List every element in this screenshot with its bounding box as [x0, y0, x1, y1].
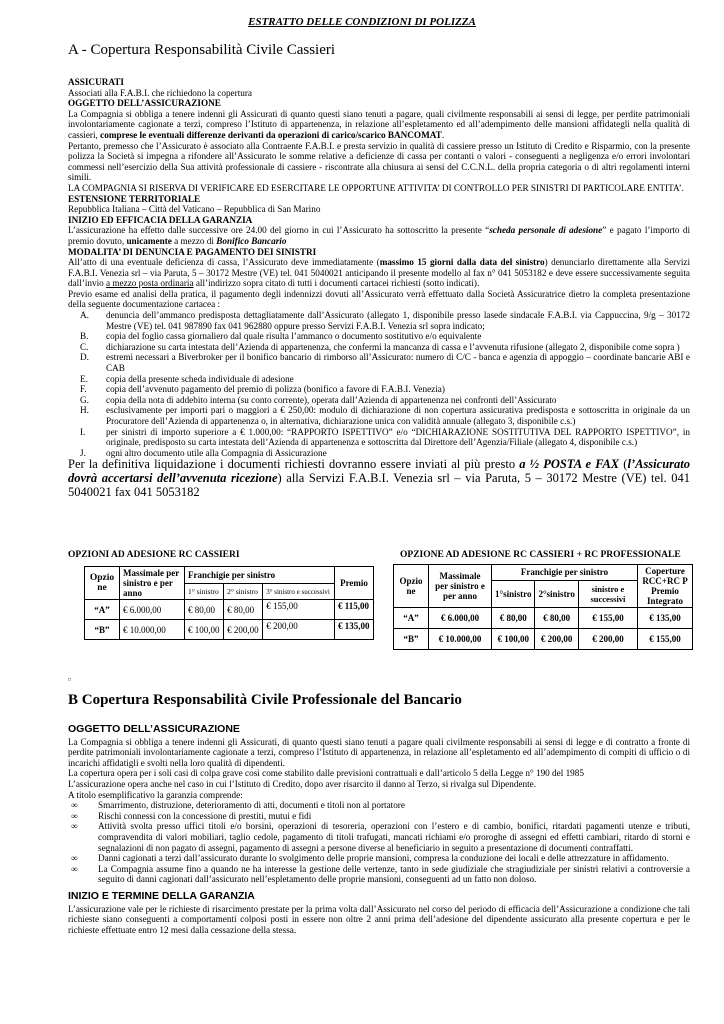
list-text: Danni cagionati a terzi dall’assicurato durante lo svolgimento delle proprie mansioni, compresa la conduzione dei locali e delle attrezzature in affidamento. — [98, 853, 669, 864]
table-cell-mas: € 6.000,00 — [429, 608, 492, 629]
garanzia-list — [68, 800, 690, 885]
list-marker: H. — [80, 405, 89, 416]
list-text: esclusivamente per importi pari o maggiori a € 250,00: modulo di dichiarazione di non copertura assicurativa predisposta e sottoscritta in originale da un Procuratore dell’Azienda di appartenenza o, in alternativa, dichiarazione unica con validità annuale (allegato 3, disponibile c.s.) — [106, 405, 690, 426]
infinity-bullet-icon: ∞ — [71, 821, 78, 832]
section-b-paragraph-1: La Compagnia si obbliga a tenere indenni gli Assicurati, di quanto questi siano tenuti a pagare quali civilmente responsabili ai sensi di legge e di contratto a fronte di perdite patrimoniali involontariamente cagionate a terzi, compreso l’Istituto di appartenenza, in relazione all’espletamento ed all’adempimento di compiti di ufficio o di incarichi affidatigli e svolti nella loro qualità di dipendenti. — [68, 736, 690, 768]
options-left-rows — [85, 600, 374, 640]
list-text: copia della nota di addebito interna (su conto corrente), operata dall’Azienda di appartenenza nei confronti dell’Assicurato — [106, 394, 557, 405]
col-opzione: Opzio ne — [85, 567, 120, 600]
list-marker: D. — [80, 352, 89, 363]
col-f3: sinistro e successivi — [578, 580, 637, 607]
list-item — [68, 384, 690, 395]
col-f1: 1°sinistro — [492, 580, 535, 607]
inizio-heading: INIZIO ED EFFICACIA DELLA GARANZIA — [68, 214, 253, 225]
col-premio: Coperture RCC+RC P Premio Integrato — [638, 565, 693, 608]
infinity-bullet-icon: ∞ — [71, 863, 78, 874]
list-item — [68, 342, 690, 353]
list-item — [68, 811, 690, 822]
final-paren: ( — [619, 457, 628, 472]
col-massimale: Massimale per sinistro e per anno — [429, 565, 492, 608]
list-marker: F. — [80, 384, 87, 395]
section-b-paragraph-5: L’assicurazione vale per le richieste di risarcimento prestate per la prima volta dall’Assicurato nel corso del periodo di efficacia dell’Assicurazione a condizione che tali richieste siano conseguenti a comportamenti colposi posti in essere non oltre 2 anni prima dell’adesione del dipendente assicurato alla presente copertura e per le richieste effettuate entro 12 mesi dalla cessazione della stessa. — [68, 903, 690, 935]
table-cell-f1: € 80,00 — [492, 608, 535, 629]
inizio-scheda: scheda personale di adesione — [489, 225, 603, 236]
inizio-unicamente: unicamente — [126, 235, 172, 246]
section-b-paragraph-4: A titolo esemplificativo la garanzia comprende: — [68, 789, 243, 800]
list-item — [68, 374, 690, 385]
section-b-paragraph-2: La copertura opera per i soli casi di colpa grave così come stabilito dalle previsioni contrattuali e dall’articolo 5 della Legge n° 190 del 1985 — [68, 768, 584, 779]
section-b-body — [68, 722, 690, 935]
list-text: La Compagnia assume fino a quando ne ha interesse la gestione delle vertenze, tanto in sede giudiziale che stragiudiziale per sinistri relativi a controversie a seguito di danni cagionati dall’assicurato nell’espletamento delle proprie mansioni, conseguenti ad un fatto non doloso. — [98, 863, 690, 885]
list-item — [68, 352, 690, 373]
modalita-heading: MODALITA’ DI DENUNCIA E PAGAMENTO DEI SINISTRI — [68, 246, 317, 257]
inizio-b-heading: INIZIO E TERMINE DELLA GARANZIA — [68, 889, 255, 902]
table-cell-pr: € 155,00 — [638, 629, 693, 650]
list-marker: I. — [80, 426, 86, 437]
list-item — [68, 395, 690, 406]
final-paragraph — [68, 458, 690, 499]
assicurati-text: Associati alla F.A.B.I. che richiedono la copertura — [68, 87, 252, 98]
table-cell-mas: € 6.000,00 — [120, 600, 185, 620]
modalita-text: All’atto di una eventuale deficienza di cassa, l’Assicurato deve immediatamente ( — [68, 257, 380, 268]
document-header: ESTRATTO DELLE CONDIZIONI DI POLIZZA — [248, 16, 476, 28]
table-cell-opt: “B” — [85, 620, 120, 640]
table-cell-pr: € 135,00 — [638, 608, 693, 629]
list-item — [68, 427, 690, 448]
list-marker: E. — [80, 373, 88, 384]
list-item — [68, 800, 690, 811]
table-cell-pr: € 135,00 — [335, 620, 374, 640]
table-cell-mas: € 10.000,00 — [120, 620, 185, 640]
options-right-title: OPZIONE AD ADESIONE RC CASSIERI + RC PROFESSIONALE — [400, 550, 681, 560]
table-cell-opt: “B” — [394, 629, 429, 650]
list-marker: A. — [80, 310, 89, 321]
list-text: Attività svolta presso uffici titoli e/o borsini, operazioni di tesoreria, operazioni con l’estero e di cambio, bonifici, ritardati pagamenti utenze e tributi, compravendita di valori mobiliari, taglio cedole, pagamento di titoli trafugati, mancati richiami e/o proroghe di assegni ed effetti cambiari, ritardo di storni e segnalazioni di non pagato di assegni, pagamento di assegni a persone diverse al beneficiario in seguito a presentazione di documenti contraffatti. — [98, 821, 690, 853]
options-right-rows — [394, 608, 693, 650]
list-text: per sinistri di importo superiore a € 1.000,00: “RAPPORTO ISPETTIVO” e/o “DICHIARAZIONE SOSTITUTIVA DEL RAPPORTO ISPETTIVO”, in originale, predisposto su carta intestata dell’Azienda di appartenenza e sottoscritta dal Direttore dell’Agenzia/Filiale (allegato 4, disponibile c.s.) — [106, 426, 690, 448]
section-b-title: B Copertura Responsabilità Civile Professionale del Bancario — [68, 692, 462, 708]
table-row — [85, 600, 374, 620]
list-item — [68, 853, 690, 864]
table-cell-f3: € 200,00 — [578, 629, 637, 650]
infinity-bullet-icon: ∞ — [71, 853, 78, 864]
inizio-text-2: ” e pagato l’importo di premio dovuto, — [68, 225, 690, 246]
options-left-title: OPZIONI AD ADESIONE RC CASSIERI — [68, 550, 240, 560]
table-cell-f3: € 200,00 — [263, 620, 335, 640]
options-left-table — [84, 566, 374, 640]
col-opzione: Opzio ne — [394, 565, 429, 608]
infinity-bullet-icon: ∞ — [71, 800, 78, 811]
infinity-bullet-icon: ∞ — [71, 810, 78, 821]
table-cell-opt: “A” — [394, 608, 429, 629]
table-cell-f2: € 80,00 — [224, 600, 263, 620]
list-marker: J. — [80, 447, 86, 458]
modalita-posta: a mezzo posta ordinaria — [106, 278, 194, 289]
inizio-text-3: a mezzo di — [171, 235, 217, 246]
table-cell-f2: € 200,00 — [224, 620, 263, 640]
estensione-heading: ESTENSIONE TERRITORIALE — [68, 193, 201, 204]
oggetto-paragraph-3: LA COMPAGNIA SI RISERVA DI VERIFICARE ED ESERCITARE LE OPPORTUNE ATTIVITA’ DI CONTROLLO PER SINISTRI DI PARTICOLARE ENTITA’. — [68, 182, 684, 193]
list-text: copia del foglio cassa giornaliero dal quale risulta l’ammanco o documento sostitutivo e/o equivalente — [106, 331, 482, 342]
section-a-title: A - Copertura Responsabilità Civile Cassieri — [68, 42, 336, 58]
col-franchigie: Franchigie per sinistro — [185, 567, 335, 584]
list-item — [68, 310, 690, 331]
list-text: estremi necessari a Biverbroker per il bonifico bancario di rimborso all’Assicurato: numero di C/C - banca e agenzia di appoggio – coordinate bancarie ABI e CAB — [106, 352, 690, 374]
table-cell-f1: € 80,00 — [185, 600, 224, 620]
table-cell-f2: € 80,00 — [535, 608, 578, 629]
checkbox-marker: □ — [68, 678, 72, 683]
section-a-body — [68, 77, 690, 500]
final-text: Per la definitiva liquidazione i documenti richiesti dovranno essere inviati al più presto — [68, 457, 520, 472]
oggetto-bancomat: comprese le eventuali differenze derivanti da operazioni di carico/scarico BANCOMAT — [100, 129, 442, 140]
table-cell-f3: € 155,00 — [578, 608, 637, 629]
list-item — [68, 864, 690, 885]
inizio-paragraph — [68, 225, 690, 246]
options-right-table — [393, 564, 693, 650]
list-marker: G. — [80, 394, 89, 405]
final-ricezione: l’Assicurato dovrà accertarsi dell’avvenuta ricezione — [68, 457, 690, 486]
list-text: ogni altro documento utile alla Compagnia di Assicurazione — [106, 447, 327, 458]
inizio-text: L’assicurazione ha effetto dalle successive ore 24.00 del giorno in cui l’Assicurato ha sottoscritto la presente “ — [68, 225, 490, 236]
table-row — [394, 608, 693, 629]
list-text: Rischi connessi con la concessione di prestiti, mutui e fidi — [98, 810, 312, 821]
estensione-text: Repubblica Italiana – Città del Vaticano – Repubblica di San Marino — [68, 204, 321, 215]
list-item — [68, 405, 690, 426]
table-cell-f2: € 200,00 — [535, 629, 578, 650]
modalita-paragraph-1 — [68, 257, 690, 289]
table-cell-opt: “A” — [85, 600, 120, 620]
col-f3: 3° sinistro e successivi — [263, 584, 335, 600]
col-massimale: Massimale per sinistro e per anno — [120, 567, 185, 600]
oggetto-paragraph-2: Pertanto, premesso che l’Assicurato è associato alla Contraente F.A.B.I. e presta servizio in qualità di cassiere presso un Istituto di Credito e Risparmio, con la presente polizza la Società si impegna a rifondere all’Assicurato le somme relative a deficienze di cassa per contanti o valori - conseguenti a negligenza e/o errori involontari commessi nell’esercizio della Sua attività professionale di cassiere - riscontrate alla chiusura ai sensi del C.C.N.L. della propria categoria o di altri regolamenti interni simili. — [68, 140, 690, 183]
col-f2: 2°sinistro — [535, 580, 578, 607]
list-item — [68, 331, 690, 342]
oggetto-b-heading: OGGETTO DELL’ASSICURAZIONE — [68, 723, 240, 735]
final-posta-fax: a ½ POSTA e FAX — [519, 457, 620, 472]
list-text: dichiarazione su carta intestata dell’Azienda di appartenenza, che confermi la mancanza di cassa e l’avvenuta rifusione (allegato 2, disponibile come sopra ) — [106, 341, 680, 352]
col-f2: 2° sinistro — [224, 584, 263, 600]
col-premio: Premio — [335, 567, 374, 600]
table-cell-f3: € 155,00 — [263, 600, 335, 620]
list-item — [68, 821, 690, 853]
table-cell-mas: € 10.000,00 — [429, 629, 492, 650]
section-b-paragraph-3: L’assicurazione opera anche nel caso in cui l’Istituto di Credito, dopo aver risarcito il danno al Terzo, si rivalga sul Dipendente. — [68, 778, 537, 789]
col-franchigie: Franchigie per sinistro — [492, 565, 638, 581]
oggetto-text: La Compagnia si obbliga a tenere indenni gli Assicurati di quanto questi siano tenuti a pagare, quali civilmente responsabili ai sensi di legge, per perdite patrimoniali involontariamente cagionate a terzi, compreso l’Istituto di appartenenza, in relazione all’espletamento ed all’adempimento delle mansioni affidategli nella qualità di cassieri, — [68, 108, 690, 140]
modalita-text-3: all’indirizzo sopra citato di tutti i documenti cartacei richiesti (sotto indicati). — [193, 278, 480, 289]
oggetto-paragraph-1 — [68, 109, 690, 141]
inizio-bonifico: Bonifico Bancario — [216, 235, 287, 246]
modalita-text-2: ) denunciarlo direttamente alla Servizi F.A.B.I. Venezia srl – via Paruta, 5 – 30172 Mestre (VE) tel. 041 5040021 anticipando il presente modello al fax n° 041 5053182 e deve essere successivamente seguita dall’invio — [68, 257, 691, 289]
col-f1: 1° sinistro — [185, 584, 224, 600]
list-marker: C. — [80, 341, 89, 352]
modalita-paragraph-2: Previo esame ed analisi della pratica, il pagamento degli indennizzi dovuti all’Assicurato verrà effettuato dalla Società Assicuratrice dietro la completa presentazione della seguente documentazione cartacea : — [68, 288, 690, 310]
list-text: denuncia dell’ammanco predisposta dettagliatamente dall’Assicurato (allegato 1, disponibile presso lasede sindacale F.A.B.I. via Cappuccina, 9/g – 30172 Mestre (VE) tel. 041 987890 fax 041 962880 oppure presso Servizi F.A.B.I. Venezia srl sopra indicato; — [106, 310, 690, 331]
list-text: Smarrimento, distruzione, deterioramento di atti, documenti e titoli non al portatore — [98, 800, 405, 811]
oggetto-heading: OGGETTO DELL’ASSICURAZIONE — [68, 98, 221, 109]
assicurati-heading: ASSICURATI — [68, 77, 124, 87]
table-cell-f1: € 100,00 — [492, 629, 535, 650]
list-text: copia dell’avvenuto pagamento del premio di polizza (bonifico a favore di F.A.B.I. Venezia) — [106, 384, 445, 395]
table-cell-pr: € 115,00 — [335, 600, 374, 620]
final-address: ) alla Servizi F.A.B.I. Venezia srl – via Paruta, 5 – 30172 Mestre (VE) tel. 041 5040021 fax 041 5053182 — [68, 471, 690, 499]
document-list — [68, 310, 690, 458]
modalita-15-giorni: massimo 15 giorni dalla data del sinistro — [379, 257, 545, 268]
list-text: copia della presente scheda individuale di adesione — [106, 373, 294, 384]
table-row — [394, 629, 693, 650]
list-marker: B. — [80, 331, 89, 342]
oggetto-end: . — [441, 129, 445, 140]
table-row — [85, 620, 374, 640]
table-cell-f1: € 100,00 — [185, 620, 224, 640]
